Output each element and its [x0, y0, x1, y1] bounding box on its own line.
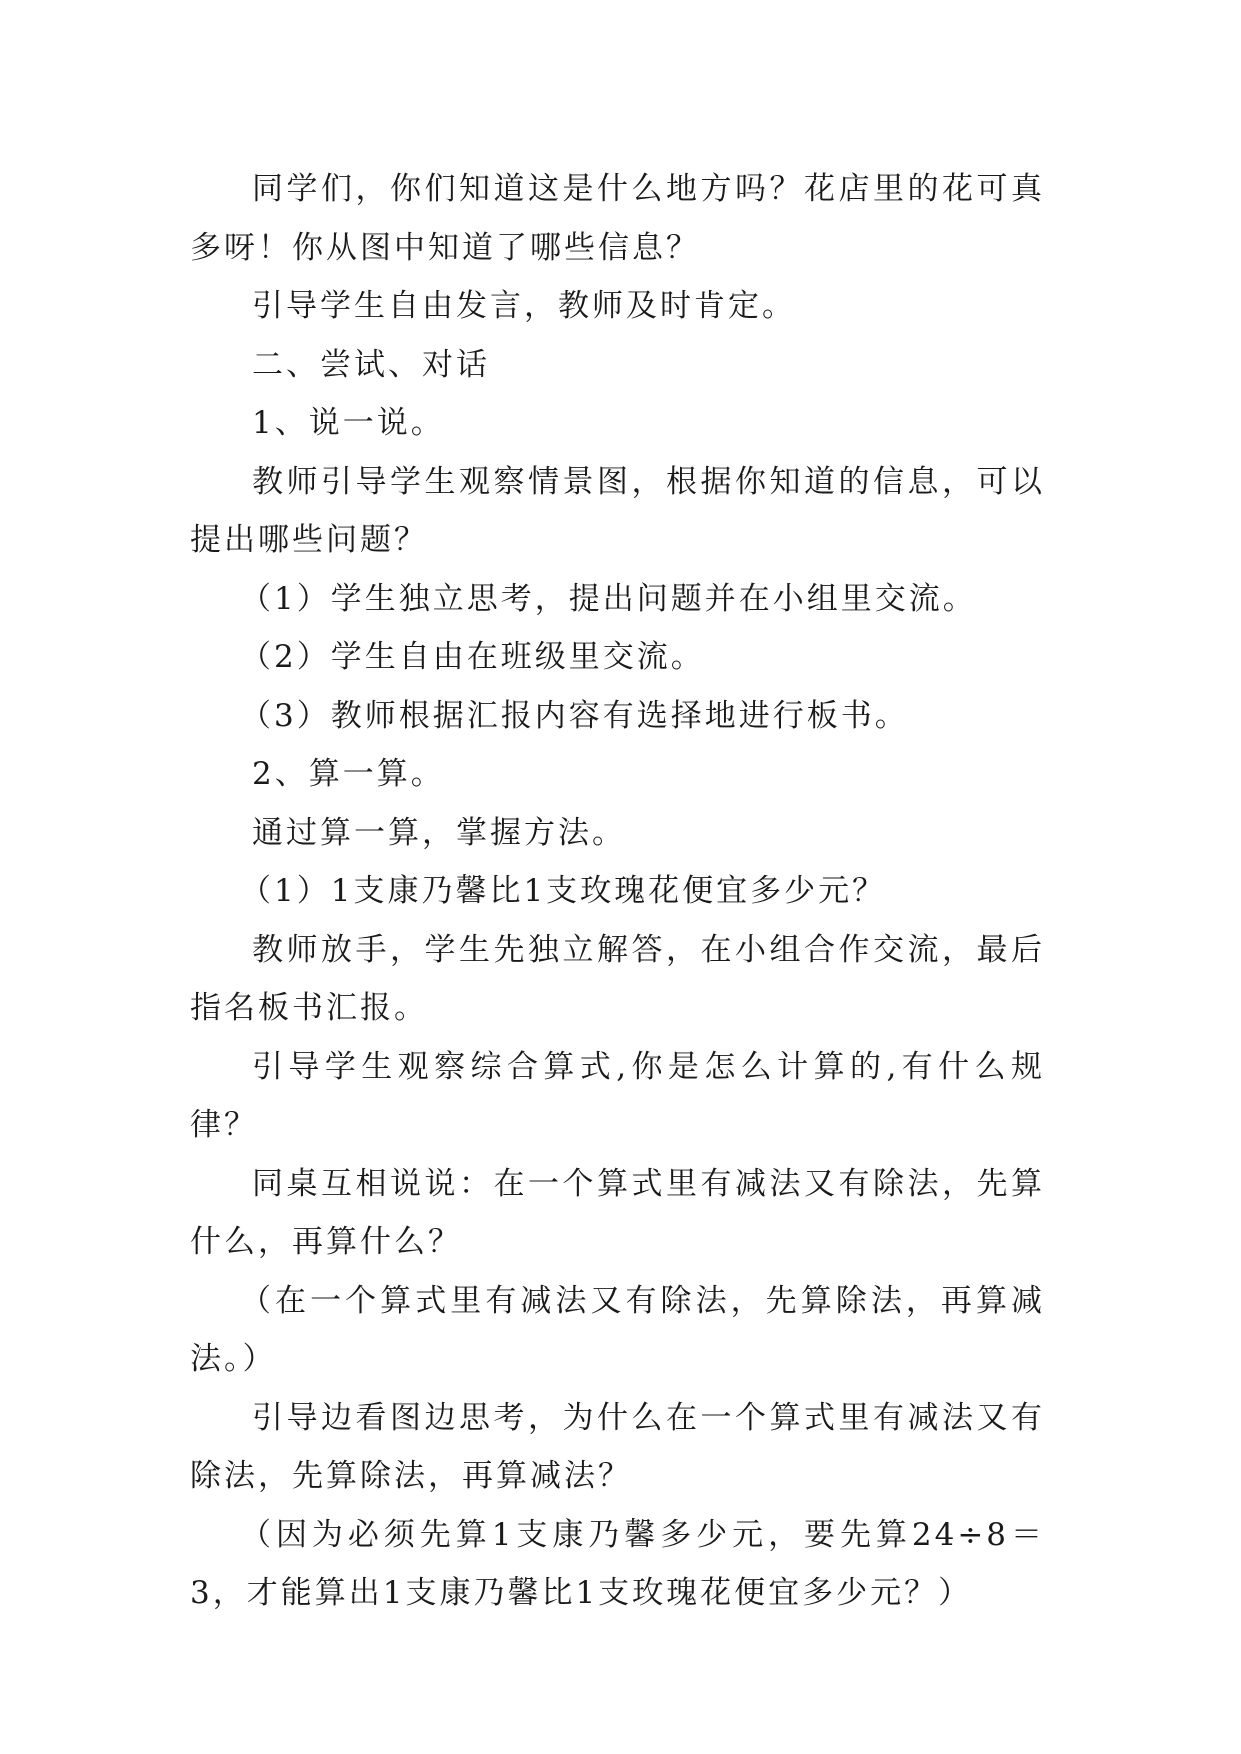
- document-body: [190, 160, 1045, 1623]
- section-heading: 二、尝试、对话: [252, 346, 490, 383]
- list-item: （2）学生自由在班级里交流。: [240, 639, 705, 675]
- paragraph: 引导学生观察综合算式,你是怎么计算的,有什么规律？: [190, 1048, 1045, 1143]
- paragraph: 同学们，你们知道这是什么地方吗？花店里的花可真多呀！你从图中知道了哪些信息？: [190, 171, 1045, 266]
- paragraph: 通过算一算，掌握方法。: [252, 814, 626, 851]
- paragraph: 教师放手，学生先独立解答，在小组合作交流，最后指名板书汇报。: [190, 931, 1045, 1026]
- paragraph: （在一个算式里有减法又有除法，先算除法，再算减法。）: [190, 1282, 1045, 1377]
- subsection-heading: 1、说一说。: [252, 405, 445, 441]
- paragraph: 引导边看图边思考，为什么在一个算式里有减法又有除法，先算除法，再算减法？: [190, 1399, 1045, 1494]
- list-item: （1）学生独立思考，提出问题并在小组里交流。: [240, 580, 977, 617]
- paragraph: 教师引导学生观察情景图，根据你知道的信息，可以提出哪些问题？: [190, 463, 1045, 558]
- paragraph: 引导学生自由发言，教师及时肯定。: [252, 288, 796, 324]
- list-item: （3）教师根据汇报内容有选择地进行板书。: [240, 697, 909, 734]
- list-item: （1）1支康乃馨比1支玫瑰花便宜多少元？: [240, 873, 887, 909]
- paragraph: （因为必须先算1支康乃馨多少元，要先算24÷8＝3，才能算出1支康乃馨比1支玫瑰花便宜多少元？）: [190, 1516, 1045, 1611]
- paragraph: 同桌互相说说：在一个算式里有减法又有除法，先算什么，再算什么？: [190, 1165, 1045, 1260]
- subsection-heading: 2、算一算。: [252, 756, 445, 792]
